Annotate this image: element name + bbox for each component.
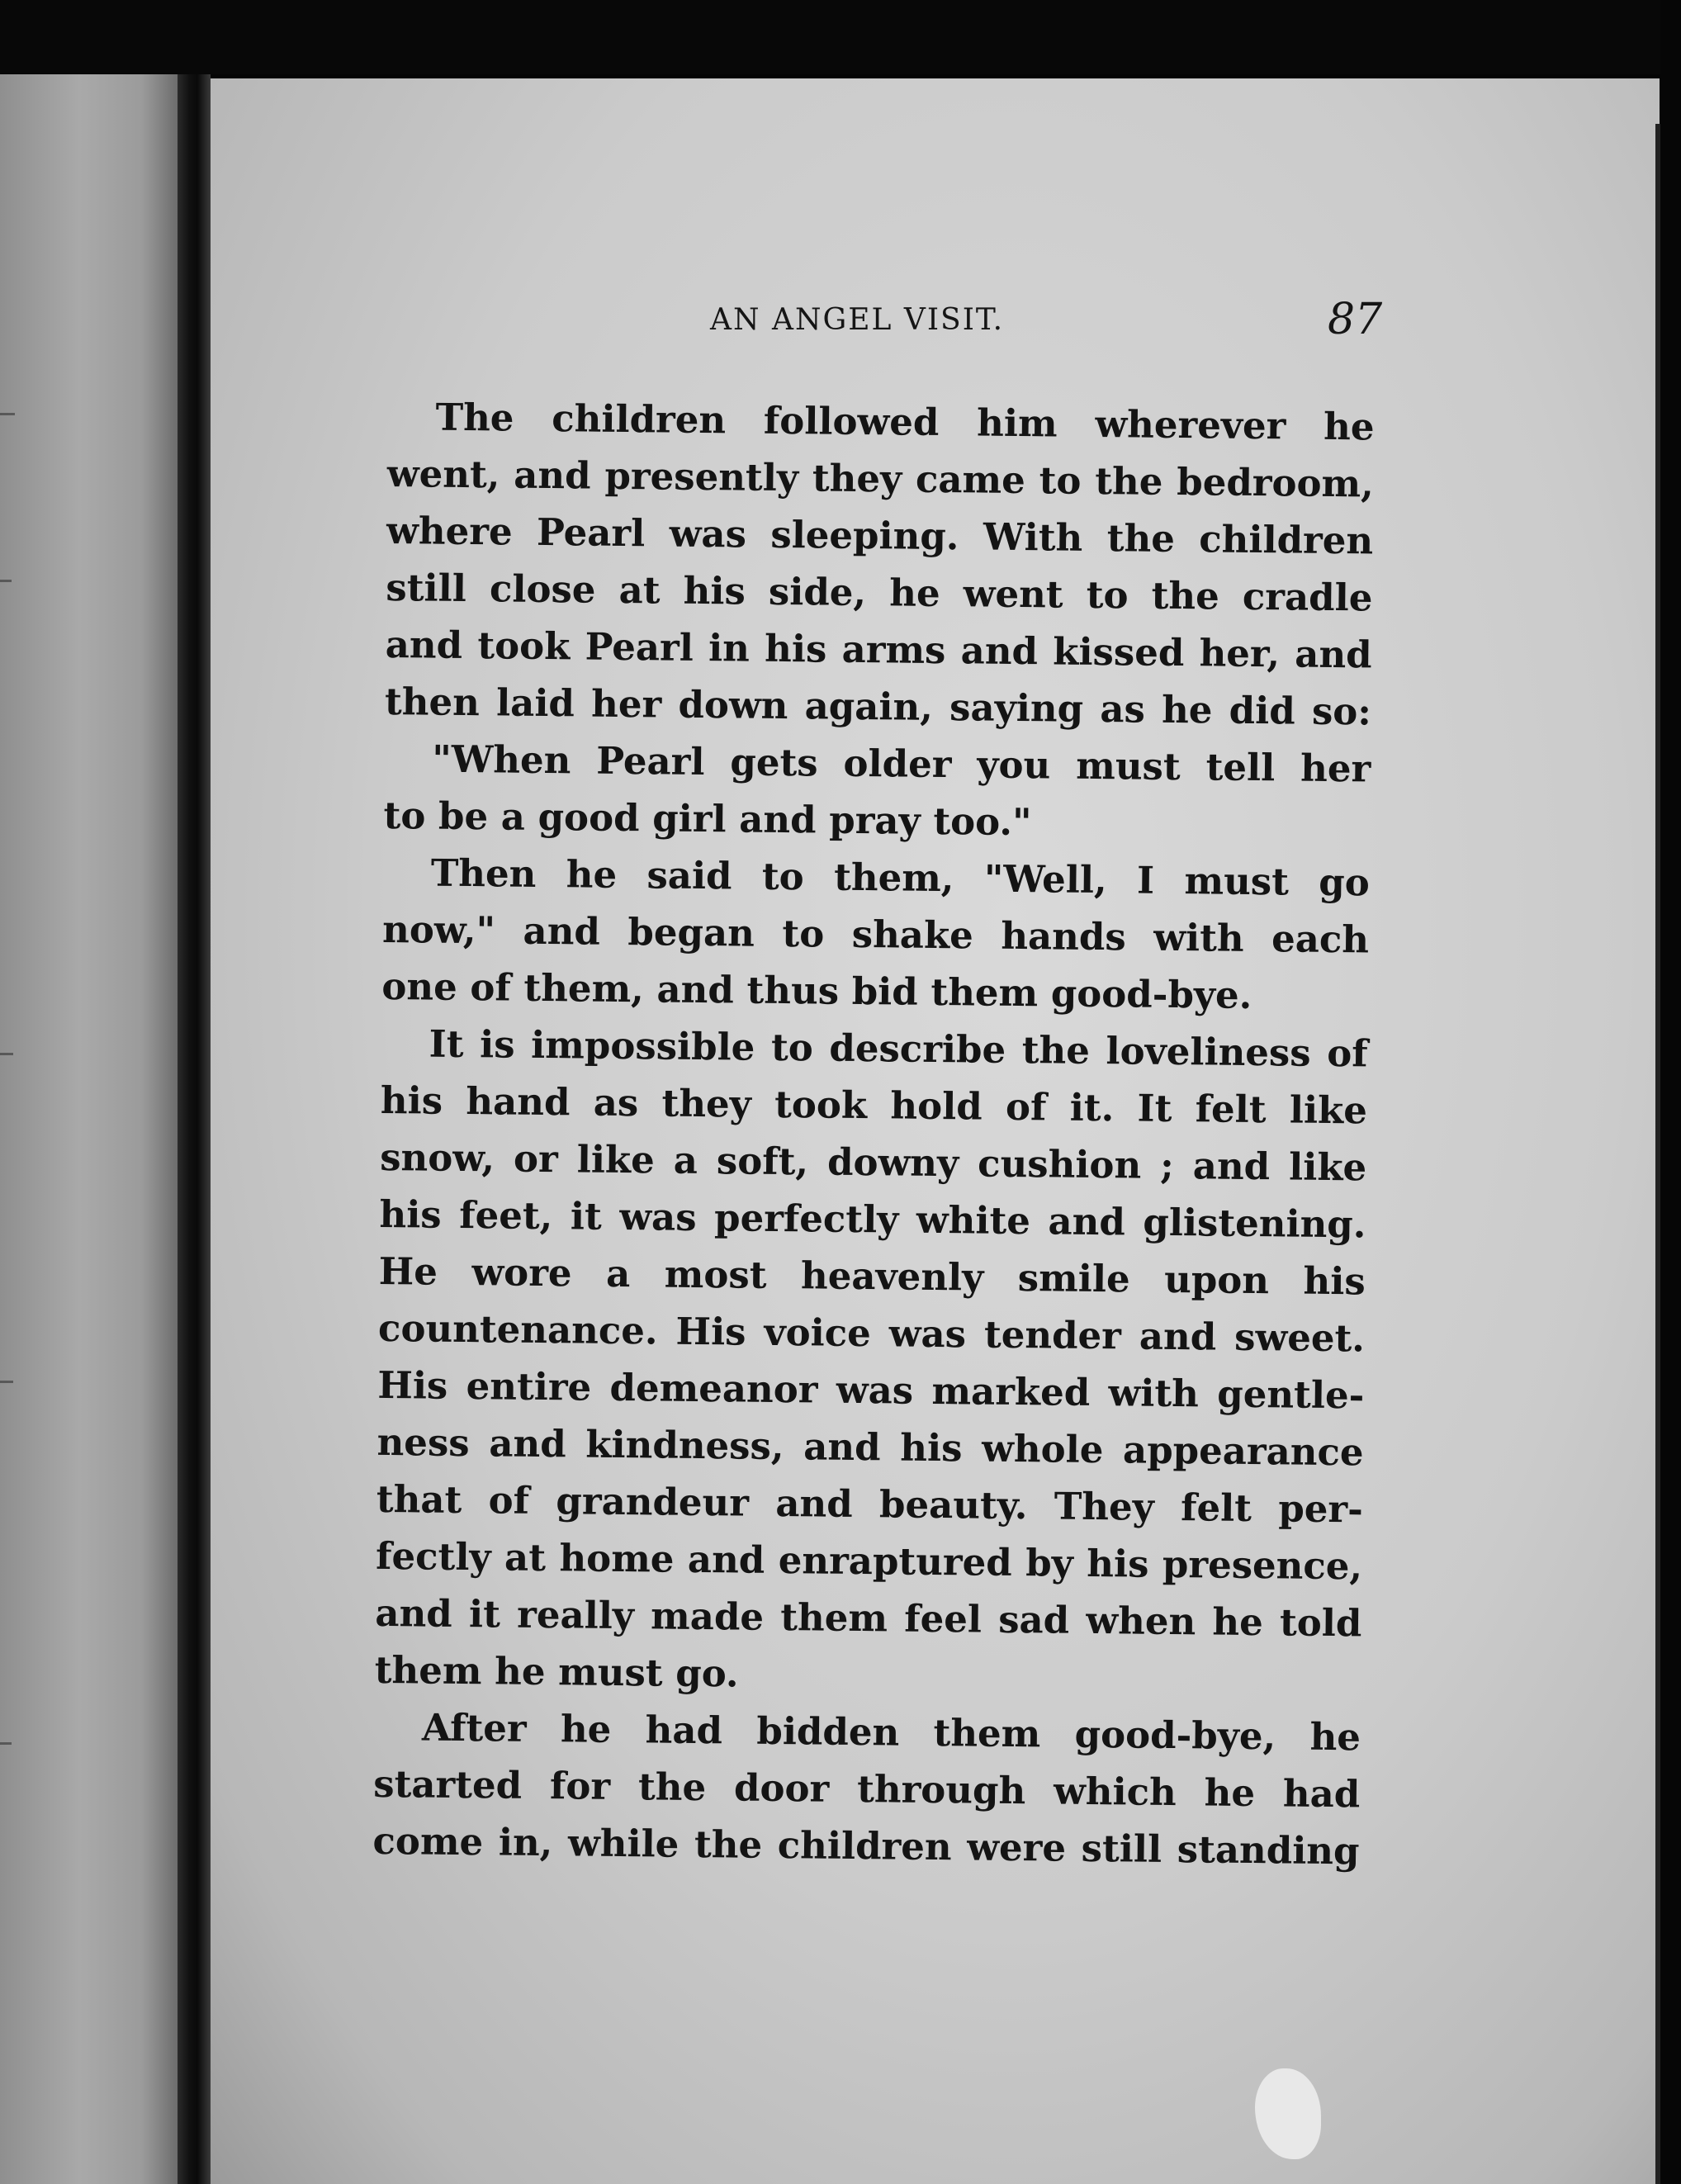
- text-line: then laid her down again, saying as he did so:: [384, 679, 1372, 734]
- film-right-border: [1660, 0, 1681, 2184]
- text-line: to be a good girl and pray too.": [383, 793, 1032, 845]
- edge-mark: [0, 1742, 12, 1745]
- text-line: and it really made them feel sad when he told: [375, 1590, 1362, 1646]
- text-line: Then he said to them, "Well, I must go: [430, 850, 1371, 905]
- text-line: snow, or like a soft, downy cushion ; and like: [379, 1135, 1367, 1190]
- text-line: ness and kindness, and his whole appearance: [376, 1419, 1364, 1475]
- text-line: countenance. His voice was tender and sweet.: [377, 1305, 1366, 1361]
- text-line: and took Pearl in his arms and kissed her, and: [385, 622, 1372, 677]
- text-line: them he must go.: [374, 1647, 739, 1696]
- body-text: [372, 388, 1375, 1879]
- text-line: started for the door through which he had: [373, 1761, 1361, 1817]
- text-line: After he had bidden them good-bye, he: [421, 1705, 1361, 1760]
- text-line: His entire demeanor was marked with gentle-: [377, 1362, 1365, 1418]
- edge-mark: [0, 413, 15, 415]
- text-line: went, and presently they came to the bedroom,: [386, 451, 1375, 506]
- text-line: his hand as they took hold of it. It felt like: [380, 1078, 1368, 1133]
- text-line: The children followed him wherever he: [435, 395, 1375, 449]
- running-head: AN ANGEL VISIT.: [710, 303, 1005, 337]
- binding-gutter: [178, 74, 211, 2184]
- film-top-border: [0, 0, 1681, 74]
- text-line: his feet, it was perfectly white and glistening.: [379, 1191, 1366, 1247]
- edge-mark: [0, 1381, 13, 1383]
- text-line: "When Pearl gets older you must tell her: [432, 737, 1371, 791]
- text-line: still close at his side, he went to the cradle: [386, 565, 1373, 620]
- text-line: now," and began to shake hands with each: [381, 907, 1370, 962]
- text-line: come in, while the children were still standing: [372, 1818, 1360, 1874]
- text-line: It is impossible to describe the loveliness of: [429, 1021, 1368, 1076]
- edge-mark: [0, 580, 12, 582]
- text-line: that of grandeur and beauty. They felt per-: [376, 1476, 1364, 1532]
- text-line: where Pearl was sleeping. With the children: [386, 508, 1374, 563]
- edge-mark: [0, 1053, 13, 1055]
- page-number: 87: [1328, 295, 1383, 344]
- text-line: fectly at home and enraptured by his presence,: [375, 1533, 1363, 1589]
- text-line: He wore a most heavenly smile upon his: [378, 1248, 1366, 1304]
- left-facing-page: [0, 74, 178, 2184]
- text-line: one of them, and thus bid them good-bye.: [381, 964, 1252, 1017]
